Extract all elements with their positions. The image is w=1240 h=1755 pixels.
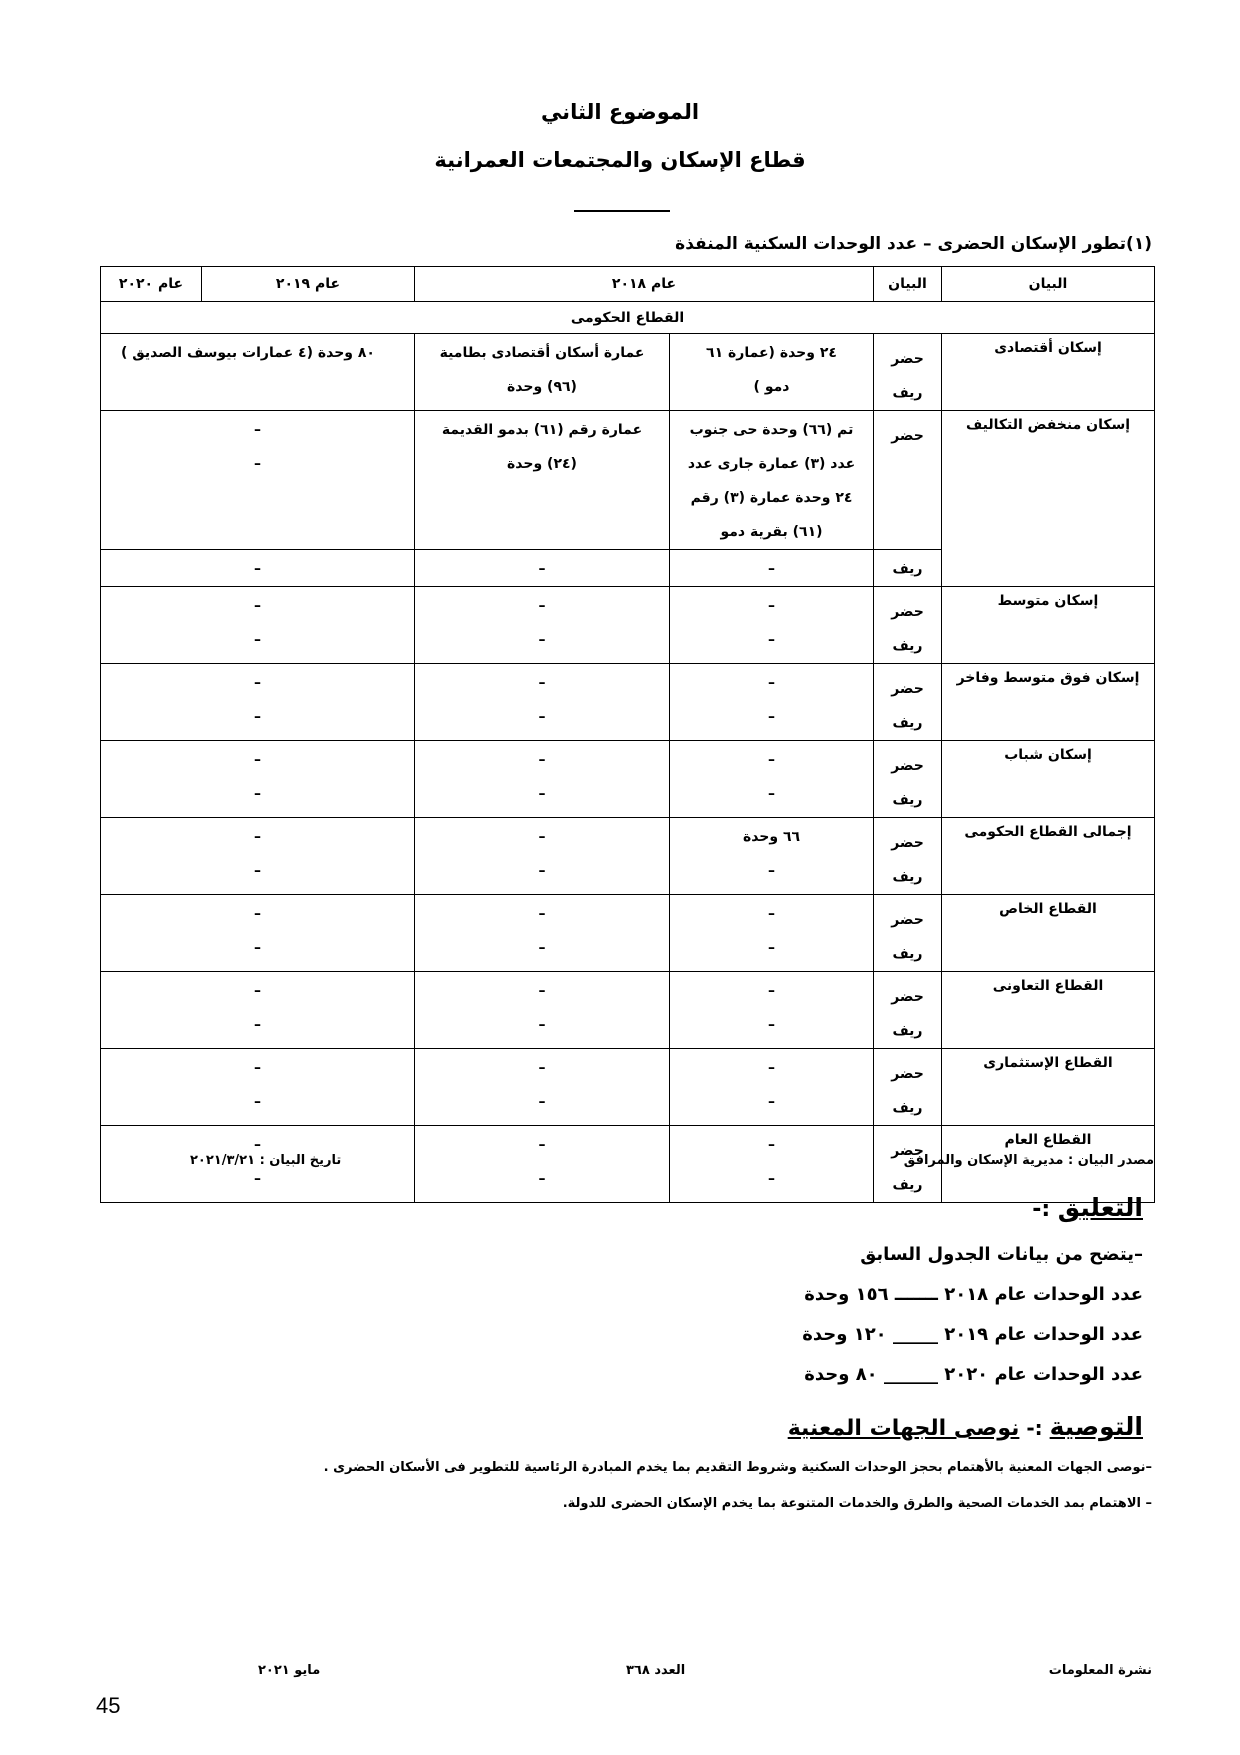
dash: –	[254, 786, 261, 802]
dash: –	[254, 598, 261, 614]
place-urban: حضر	[891, 835, 924, 851]
cell-2018-line2: دمو )	[753, 379, 790, 395]
place-urban: حضر	[891, 1066, 924, 1082]
table-row	[101, 664, 1155, 741]
dash: –	[768, 752, 775, 768]
place-rural: ريف	[892, 869, 923, 885]
dash: –	[768, 983, 775, 999]
dash: –	[768, 863, 775, 879]
dash: –	[254, 1094, 261, 1110]
place-rural: ريف	[892, 715, 923, 731]
recommendation-heading-tail: نوصى الجهات المعنية	[787, 1416, 1020, 1441]
table-row	[101, 895, 1155, 972]
cell-2019	[415, 411, 670, 550]
dash: –	[538, 1060, 546, 1076]
dash: –	[768, 940, 775, 956]
dash: –	[768, 675, 775, 691]
dash: –	[538, 863, 546, 879]
place-rural: ريف	[892, 946, 923, 962]
dash: –	[254, 1137, 261, 1153]
housing-units-table	[100, 266, 1155, 1203]
topic-title: الموضوع الثاني	[540, 100, 700, 124]
header-2019: عام ٢٠١٩	[201, 267, 414, 301]
place-cell	[874, 1049, 942, 1126]
dash: –	[538, 598, 546, 614]
comment-intro: –يتضح من بيانات الجدول السابق	[860, 1244, 1143, 1265]
section-row-government	[101, 302, 1155, 334]
cell-2019	[415, 741, 670, 818]
cell-2018-line2: عدد (٣) عمارة جارى عدد	[687, 456, 856, 472]
recommendation-heading-label: التوصية	[1049, 1412, 1143, 1441]
data-source: مصدر البيان : مديرية الإسكان والمرافق	[903, 1153, 1154, 1168]
cell-2020	[101, 587, 415, 664]
dash: –	[254, 940, 261, 956]
place-rural: ريف	[892, 1023, 923, 1039]
cell-2018	[670, 818, 874, 895]
cell-2018: –	[670, 550, 874, 587]
cell-2020	[101, 818, 415, 895]
footer-issue: العدد ٣٦٨	[626, 1663, 686, 1678]
page-number: 45	[96, 1693, 121, 1718]
row-label: إسكان شباب	[942, 741, 1155, 818]
cell-2018	[670, 587, 874, 664]
recommendation-item-2: – الاهتمام بمد الخدمات الصحية والطرق والخدمات المتنوعة بما يخدم الإسكان الحضرى للدولة.	[562, 1496, 1152, 1511]
row-label: القطاع التعاونى	[942, 972, 1155, 1049]
data-date: تاريخ البيان : ٢٠٢١/٣/٢١	[190, 1153, 342, 1168]
header-place: البيان	[874, 267, 942, 302]
dash: –	[254, 709, 261, 725]
dash: –	[538, 1017, 546, 1033]
table-row	[101, 741, 1155, 818]
cell-2020	[101, 895, 415, 972]
dash: –	[538, 1171, 546, 1187]
place-urban: حضر	[891, 681, 924, 697]
section-government: القطاع الحكومى	[101, 302, 1155, 334]
cell-2018	[670, 972, 874, 1049]
table-row	[101, 818, 1155, 895]
table-row	[101, 972, 1155, 1049]
cell-2018	[670, 1049, 874, 1126]
dash: –	[768, 709, 775, 725]
dash: –	[538, 709, 546, 725]
cell-2019: –	[415, 550, 670, 587]
comment-heading	[1032, 1193, 1143, 1222]
cell-2018	[670, 1126, 874, 1203]
dash: –	[254, 1060, 261, 1076]
dash: –	[254, 863, 261, 879]
footer-date: مايو ٢٠٢١	[258, 1663, 321, 1678]
cell-2020	[101, 411, 415, 550]
total-2018-urban: ٦٦ وحدة	[742, 829, 801, 845]
recommendation-heading-mid: :-	[1019, 1416, 1050, 1440]
cell-2020	[101, 972, 415, 1049]
place-cell	[874, 972, 942, 1049]
dash: –	[538, 906, 546, 922]
place-rural: ريف	[874, 550, 942, 587]
dash: –	[254, 906, 261, 922]
dash: –	[768, 1017, 775, 1033]
cell-2020	[101, 664, 415, 741]
table-row	[101, 587, 1155, 664]
sector-title: قطاع الإسكان والمجتمعات العمرانية	[434, 148, 806, 172]
cell-2020	[101, 334, 415, 411]
dash: –	[768, 1060, 775, 1076]
cell-2018	[670, 334, 874, 411]
header-2019-2020	[101, 267, 415, 302]
header-2018: عام ٢٠١٨	[415, 267, 874, 302]
cell-2019	[415, 587, 670, 664]
cell-2018	[670, 741, 874, 818]
footer-publication: نشرة المعلومات	[1048, 1663, 1152, 1678]
cell-2018	[670, 895, 874, 972]
dash: –	[538, 786, 546, 802]
row-label: القطاع الإستثمارى	[942, 1049, 1155, 1126]
dash: –	[768, 598, 775, 614]
cell-2020	[101, 741, 415, 818]
place-urban: حضر	[891, 351, 924, 367]
cell-2020-line1: ٨٠ وحدة (٤ عمارات بيوسف الصديق )	[121, 345, 375, 361]
cell-2019	[415, 818, 670, 895]
place-cell	[874, 664, 942, 741]
cell-2019-line1: عمارة أسكان أقتصادى بطامية	[439, 345, 645, 361]
dash: –	[254, 1017, 261, 1033]
comment-heading-label: التعليق	[1057, 1193, 1143, 1222]
place-urban: حضر	[891, 989, 924, 1005]
dash: –	[254, 829, 261, 845]
cell-2020: –	[101, 550, 415, 587]
dash: –	[254, 632, 261, 648]
dash: –	[254, 456, 261, 472]
place-rural: ريف	[892, 385, 923, 401]
cell-2018-line4: (٦١) بقرية دمو	[720, 524, 823, 540]
cell-2019-line2: (٩٦) وحدة	[507, 379, 577, 395]
row-label: القطاع الخاص	[942, 895, 1155, 972]
table-row	[101, 1049, 1155, 1126]
dash: –	[538, 752, 546, 768]
header-item: البيان	[942, 267, 1155, 302]
cell-2019-line1: عمارة رقم (٦١) بدمو القديمة	[441, 422, 643, 438]
place-rural: ريف	[892, 1100, 923, 1116]
place-urban: حضر	[891, 604, 924, 620]
cell-2019	[415, 1049, 670, 1126]
title-divider	[574, 210, 670, 212]
place-rural: ريف	[892, 792, 923, 808]
cell-2018-line1: ٢٤ وحدة (عمارة ٦١	[706, 345, 837, 361]
place-cell	[874, 334, 942, 411]
row-label: إسكان فوق متوسط وفاخر	[942, 664, 1155, 741]
place-rural: ريف	[892, 638, 923, 654]
cell-2019-line2: (٢٤) وحدة	[507, 456, 577, 472]
cell-2018-line1: تم (٦٦) وحدة حى جنوب	[689, 422, 854, 438]
cell-2019	[415, 334, 670, 411]
dash: –	[768, 632, 775, 648]
dash: –	[254, 752, 261, 768]
dash: –	[538, 1137, 546, 1153]
cell-2019	[415, 1126, 670, 1203]
row-label: إسكان منخفض التكاليف	[942, 411, 1155, 587]
dash: –	[768, 1171, 775, 1187]
dash: –	[254, 675, 261, 691]
row-label: إسكان متوسط	[942, 587, 1155, 664]
recommendation-heading	[788, 1412, 1143, 1441]
place-urban: حضر	[891, 1143, 924, 1159]
header-2020: عام ٢٠٢٠	[118, 276, 184, 292]
cell-2018	[670, 664, 874, 741]
place-cell	[874, 587, 942, 664]
table-caption: (١)تطور الإسكان الحضرى – عدد الوحدات السكنية المنفذة	[675, 234, 1152, 254]
dash: –	[538, 1094, 546, 1110]
table-header-row	[101, 267, 1155, 302]
place-urban: حضر	[874, 411, 942, 550]
dash: –	[538, 829, 546, 845]
cell-2019	[415, 664, 670, 741]
dash: –	[254, 983, 261, 999]
cell-2019	[415, 895, 670, 972]
dash: –	[538, 632, 546, 648]
place-cell	[874, 818, 942, 895]
dash: –	[538, 940, 546, 956]
dash: –	[768, 786, 775, 802]
dash: –	[768, 906, 775, 922]
cell-2018-line3: ٢٤ وحدة عمارة (٣) رقم	[690, 490, 853, 506]
row-label: إجمالى القطاع الحكومى	[942, 818, 1155, 895]
recommendation-item-1: –نوصى الجهات المعنية بالأهتمام بحجز الوحدات السكنية وشروط التقديم بما يخدم المبادرة الرئاسية للتطوير فى الأسكان الحضرى .	[323, 1460, 1152, 1475]
dash: –	[254, 1171, 261, 1187]
place-cell	[874, 895, 942, 972]
place-rural: ريف	[892, 1177, 923, 1193]
place-cell	[874, 741, 942, 818]
dash: –	[768, 1137, 775, 1153]
dash: –	[538, 983, 546, 999]
row-label: إسكان أقتصادى	[942, 334, 1155, 411]
place-urban: حضر	[891, 912, 924, 928]
comment-heading-suffix: :-	[1032, 1197, 1058, 1222]
cell-2019	[415, 972, 670, 1049]
comment-line-2019: عدد الوحدات عام ٢٠١٩ _____ ١٢٠ وحدة	[802, 1324, 1143, 1345]
row-label: القطاع العام	[942, 1126, 1155, 1203]
dash: –	[768, 1094, 775, 1110]
dash: –	[254, 422, 261, 438]
comment-line-2020: عدد الوحدات عام ٢٠٢٠ ______ ٨٠ وحدة	[804, 1364, 1143, 1385]
comment-line-2018: عدد الوحدات عام ٢٠١٨ ـــــــ ١٥٦ وحدة	[804, 1284, 1143, 1305]
cell-2020	[101, 1049, 415, 1126]
table-row	[101, 334, 1155, 411]
table-row	[101, 411, 1155, 550]
cell-2018	[670, 411, 874, 550]
place-urban: حضر	[891, 758, 924, 774]
dash: –	[538, 675, 546, 691]
